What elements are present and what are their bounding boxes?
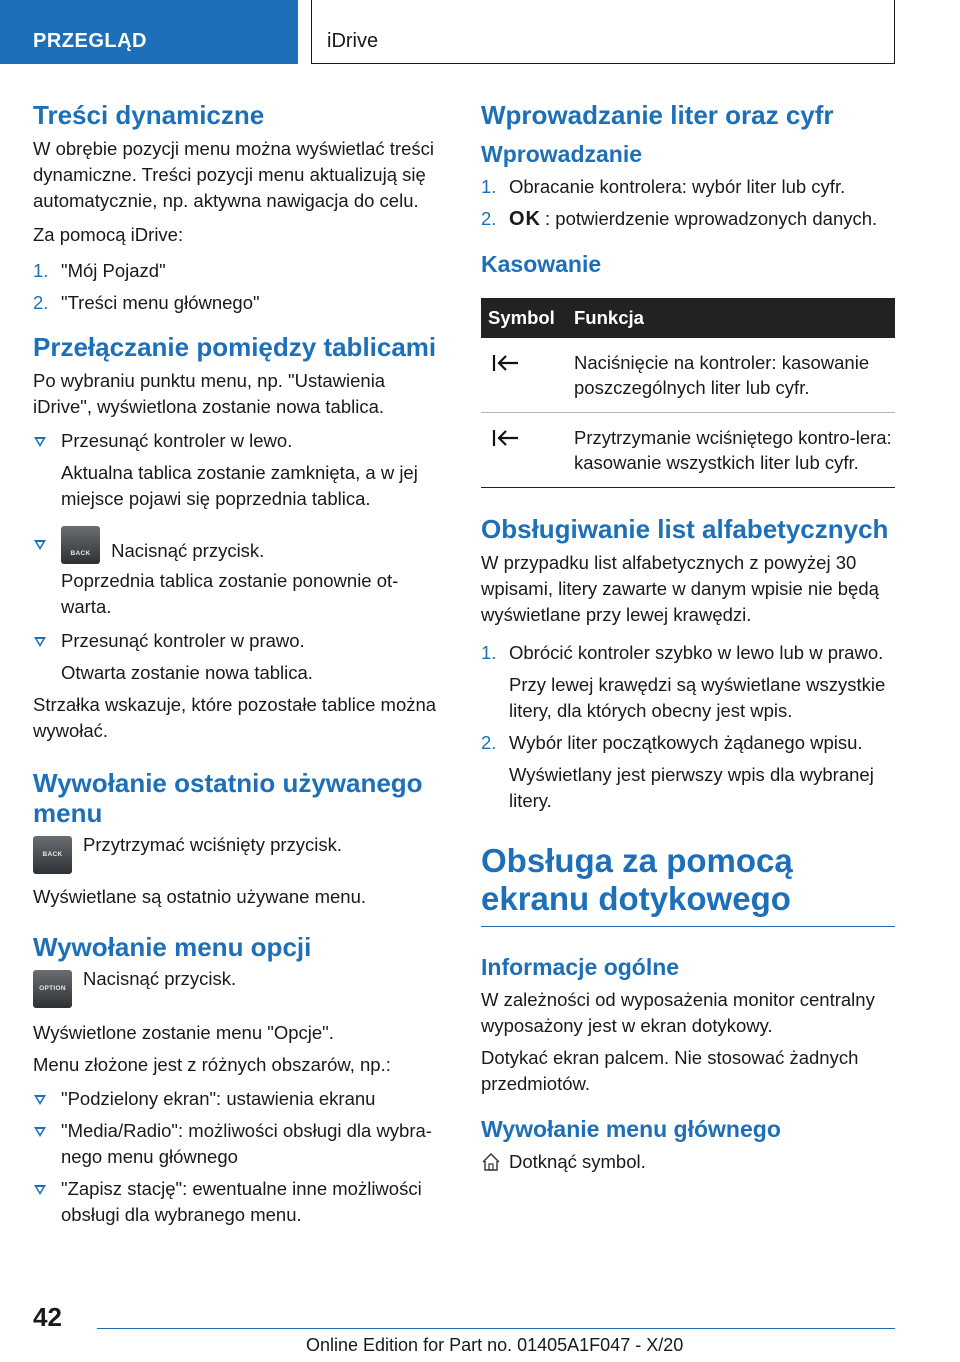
bullet-item: Przesunąć kontroler w prawo. (33, 628, 448, 654)
options-menu-heading: Wywołanie menu opcji (33, 932, 312, 962)
triangle-bullet-icon (34, 1095, 46, 1105)
list-item: 1. Obrócić kontroler szybko w lewo lub w prawo. (481, 642, 884, 663)
triangle-bullet-icon (34, 637, 46, 647)
touchscreen-heading: Obsługa za pomocą ekranu dotykowego (481, 842, 793, 917)
list-item: 2. Wybór liter początkowych żądanego wpisu. (481, 732, 863, 753)
input-subheading: Wprowadzanie (481, 141, 643, 167)
table-header: Symbol (481, 298, 567, 338)
backspace-icon (492, 427, 520, 449)
list-item-subtext: Wyświetlany jest pierwszy wpis dla wybranej litery. (509, 764, 874, 811)
table-cell: Naciśnięcie na kontroler: kasowanie poszczególnych liter lub cyfr. (567, 338, 895, 413)
bullet-subtext: Otwarta zostanie nowa tablica. (61, 662, 313, 683)
dynamic-content-intro: Za pomocą iDrive: (33, 224, 184, 245)
page-number: 42 (33, 1302, 62, 1332)
triangle-bullet-icon (34, 1185, 46, 1195)
options-menu-intro: Menu złożone jest z różnych obszarów, np.: (33, 1054, 391, 1075)
triangle-bullet-icon (34, 437, 46, 447)
bullet-item: "Media/Radio": możliwości obsługi dla wybra-nego menu głównego (33, 1118, 448, 1170)
bullet-subtext: Aktualna tablica zostanie zamknięta, a w jej miejsce pojawi się poprzednia tablica. (61, 462, 418, 509)
table-row (481, 338, 895, 413)
chapter-label: iDrive (327, 30, 379, 52)
dynamic-content-text: W obrębie pozycji menu można wyświetlać treści dynamiczne. Treści pozycji menu aktualizują się automatycznie, np. aktywna nawigacja do celu. (33, 138, 434, 211)
table-row (481, 413, 895, 488)
right-column (481, 100, 895, 1177)
bullet-item: BACK Nacisnąć przycisk. (33, 526, 448, 564)
alphabetic-lists-heading: Obsługiwanie list alfabetycznych (481, 514, 889, 544)
general-info-text: W zależności od wyposażenia monitor centralny wyposażony jest w ekran dotykowy. (481, 989, 875, 1036)
backspace-icon (492, 352, 520, 374)
general-info-note: Dotykać ekran palcem. Nie stosować żadnych przedmiotów. (481, 1047, 859, 1094)
bullet-item: "Zapisz stację": ewentualne inne możliwości obsługi dla wybranego menu. (33, 1176, 448, 1228)
list-item: 1. Obracanie kontrolera: wybór liter lub cyfr. (481, 176, 846, 197)
switch-tables-text: Po wybraniu punktu menu, np. "Ustawienia iDrive", wyświetlona zostanie nowa tablica. (33, 370, 386, 417)
section-label: PRZEGLĄD (33, 30, 147, 52)
switch-tables-heading: Przełączanie pomiędzy tablicami (33, 332, 437, 362)
main-menu-subheading: Wywołanie menu głównego (481, 1116, 781, 1142)
triangle-bullet-icon (34, 540, 46, 550)
left-column (33, 100, 448, 1228)
symbol-table (481, 298, 895, 488)
table-cell (481, 413, 567, 488)
list-item: 2. "Treści menu głównego" (33, 292, 260, 313)
section-tab (0, 0, 298, 64)
bullet-item: Przesunąć kontroler w lewo. (33, 428, 448, 454)
delete-subheading: Kasowanie (481, 251, 602, 277)
home-icon (481, 1152, 501, 1172)
recent-menu-text: Wyświetlane są ostatnio używane menu. (33, 886, 366, 907)
back-button-icon: BACK (61, 526, 100, 564)
bullet-subtext: Poprzednia tablica zostanie ponownie ot-warta. (61, 570, 399, 617)
table-cell (481, 338, 567, 413)
triangle-bullet-icon (34, 1127, 46, 1137)
options-menu-instruction: OPTION Nacisnąć przycisk. (33, 966, 448, 1008)
ok-icon: OK (509, 208, 541, 230)
recent-menu-instruction: BACK Przytrzymać wciśnięty przycisk. (33, 832, 448, 874)
table-header: Funkcja (567, 298, 895, 338)
footer-divider (97, 1328, 895, 1329)
chapter-box (311, 0, 895, 64)
footer-edition: Online Edition for Part no. 01405A1F047 - X/20 (306, 1335, 684, 1355)
options-menu-text: Wyświetlone zostanie menu "Opcje". (33, 1022, 334, 1043)
bullet-item: "Podzielony ekran": ustawienia ekranu (33, 1086, 448, 1112)
list-item: 2. OK : potwierdzenie wprowadzonych danych. (481, 208, 878, 230)
alphabetic-lists-text: W przypadku list alfabetycznych z powyżej 30 wpisami, litery zawarte w danym wpisie nie będą wyświetlane przy lewej krawędzi. (481, 552, 879, 625)
table-cell: Przytrzymanie wciśniętego kontro-lera: kasowanie wszystkich liter lub cyfr. (567, 413, 895, 488)
section-divider (481, 926, 895, 927)
option-button-icon: OPTION (33, 970, 72, 1008)
recent-menu-heading: Wywołanie ostatnio używanego menu (33, 768, 423, 828)
back-button-icon: BACK (33, 836, 72, 874)
switch-tables-note: Strzałka wskazuje, które pozostałe tablice można wywołać. (33, 694, 437, 741)
list-item: 1. "Mój Pojazd" (33, 260, 166, 281)
dynamic-content-heading: Treści dynamiczne (33, 100, 265, 130)
list-item-subtext: Przy lewej krawędzi są wyświetlane wszystkie litery, dla których obecny jest wpis. (509, 674, 886, 721)
main-menu-instruction: Dotknąć symbol. (481, 1149, 895, 1177)
general-info-subheading: Informacje ogólne (481, 954, 680, 980)
input-heading: Wprowadzanie liter oraz cyfr (481, 100, 834, 130)
